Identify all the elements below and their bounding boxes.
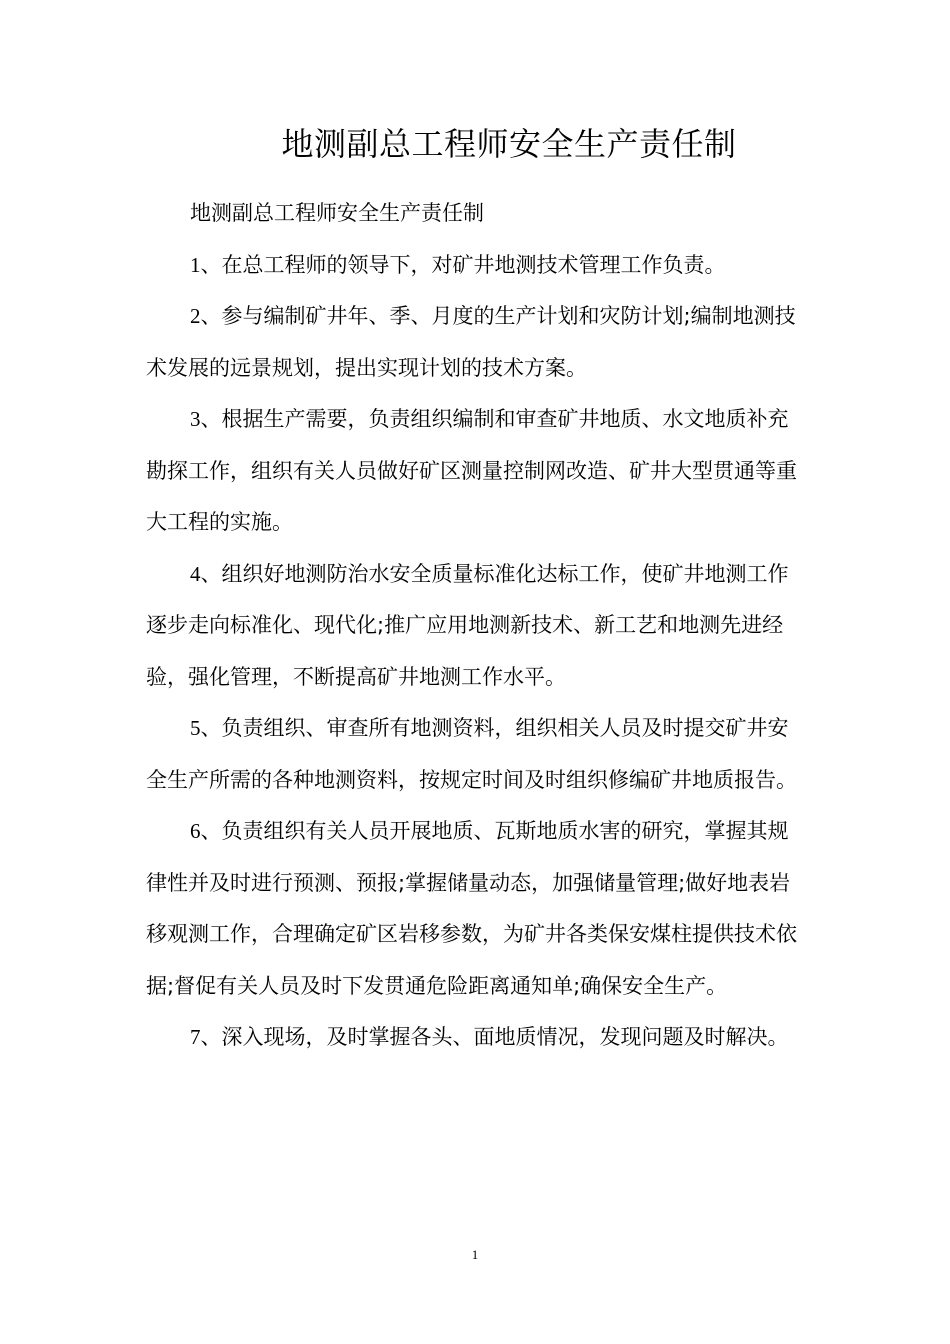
list-item [146,1012,808,1064]
list-item [146,703,808,806]
item-number: 1 [190,252,201,277]
list-item [146,291,808,394]
item-text: 、负责组织、审查所有地测资料，组织相关人员及时提交矿井安全生产所需的各种地测资料，按规定时间及时组织修编矿井地质报告。 [146,716,797,792]
item-text: 、组织好地测防治水安全质量标准化达标工作，使矿井地测工作逐步走向标准化、现代化;推广应用地测新技术、新工艺和地测先进经验，强化管理，不断提高矿井地测工作水平。 [146,561,789,689]
item-text: 、根据生产需要，负责组织编制和审查矿井地质、水文地质补充勘探工作，组织有关人员做好矿区测量控制网改造、矿井大型贯通等重大工程的实施。 [146,407,797,534]
item-number: 7 [190,1025,201,1049]
page-title: 地测副总工程师安全生产责任制 [281,125,737,163]
item-text: 、负责组织有关人员开展地质、瓦斯地质水害的研究，掌握其规律性并及时进行预测、预报;掌握储量动态，加强储量管理;做好地表岩移观测工作，合理确定矿区岩移参数，为矿井各类保安煤柱提供技术依据;督促有关人员及时下发贯通危险距离通知单;确保安全生产。 [146,819,797,998]
item-text: 、在总工程师的领导下，对矿井地测技术管理工作负责。 [200,252,726,277]
item-number: 3 [190,407,201,431]
item-number: 4 [190,561,201,586]
page-number: 1 [471,1247,479,1262]
item-text: 、深入现场，及时掌握各头、面地质情况，发现问题及时解决。 [200,1025,789,1049]
item-number: 6 [190,819,201,843]
list-item [146,806,808,1012]
item-number: 5 [190,716,201,740]
subtitle-paragraph: 地测副总工程师安全生产责任制 [190,201,484,225]
item-text: 、参与编制矿井年、季、月度的生产计划和灾防计划;编制地测技术发展的远景规划，提出实现计划的技术方案。 [146,304,796,380]
list-item [146,240,808,292]
list-item [146,394,808,549]
document-body [146,188,808,1064]
item-number: 2 [190,304,201,328]
list-item [146,549,808,704]
